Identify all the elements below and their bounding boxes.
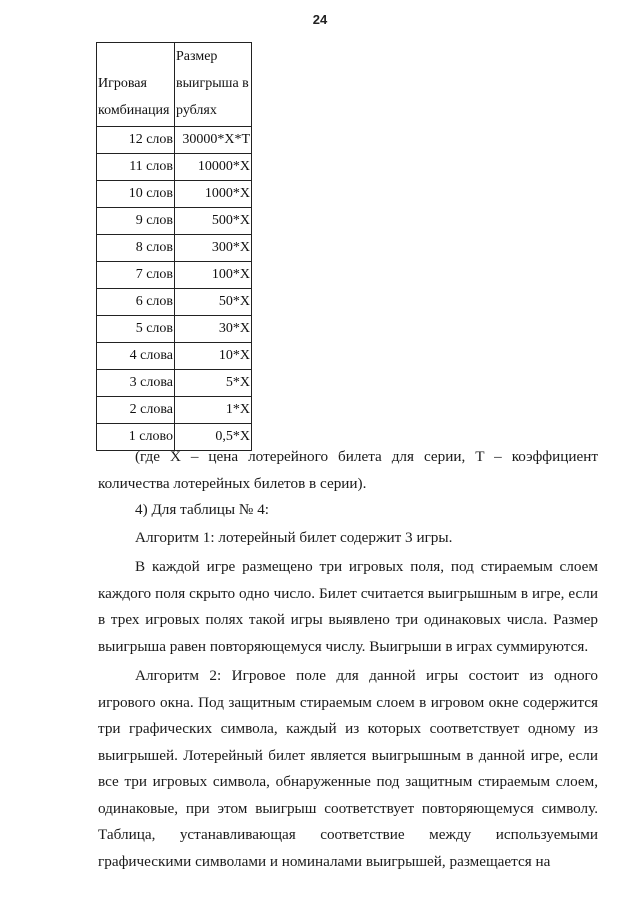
cell-combination: 12 слов [97,127,175,154]
table-row [97,343,252,370]
cell-prize: 30000*X*T [175,127,252,154]
table-row [97,262,252,289]
cell-prize: 1000*X [175,181,252,208]
cell-prize: 5*X [175,370,252,397]
cell-combination: 1 слово [97,424,175,451]
table-header-row [97,43,252,127]
cell-prize: 0,5*X [175,424,252,451]
prize-table [96,42,252,451]
cell-prize: 500*X [175,208,252,235]
item4-paragraph: 4) Для таблицы № 4: [135,501,270,518]
table-body [97,127,252,451]
table-row [97,316,252,343]
cell-prize: 1*X [175,397,252,424]
cell-combination: 6 слов [97,289,175,316]
table-row [97,127,252,154]
table-row [97,397,252,424]
alg1-title: Алгоритм 1: лотерейный билет содержит 3 игры. [135,528,453,546]
cell-combination: 4 слова [97,343,175,370]
alg2-body: Алгоритм 2: Игровое поле для данной игры состоит из одного игрового окна. Под защитным стираемым слоем в игровом окне содержится три графических символа, каждый из которых соответствует одному из выигрышей. Лотерейный билет является выигрышным в данной игре, если все три игровых символа, обнаруженные под защитным стираемым слоем, одинаковые, при этом выигрыш соответствует повторяющемуся символу. Таблица, устанавливающая соответствие между используемыми графическими символами и номиналами выигрышей, размещается на [98,667,598,870]
cell-combination: 7 слов [97,262,175,289]
document-body [98,444,598,875]
table-row [97,181,252,208]
cell-combination: 8 слов [97,235,175,262]
cell-combination: 9 слов [97,208,175,235]
cell-combination: 5 слов [97,316,175,343]
cell-prize: 50*X [175,289,252,316]
cell-combination: 11 слов [97,154,175,181]
cell-prize: 300*X [175,235,252,262]
cell-prize: 10000*X [175,154,252,181]
table-row [97,208,252,235]
note-paragraph: (где X – цена лотерейного билета для серии, T – коэффициент количества лотерейных билетов в серии). [98,448,598,492]
alg1-body: В каждой игре размещено три игровых поля, под стираемым слоем каждого поля скрыто одно число. Билет считается выигрышным в игре, если в трех игровых полях такой игры выявлено три одинаковых числа. Размер выигрыша равен повторяющемуся числу. Выигрыши в играх суммируются. [98,558,598,655]
header-prize: Размер выигрыша в рублях [175,43,252,127]
header-combination: Игровая комбинация [97,43,175,127]
table-row [97,289,252,316]
table-row [97,370,252,397]
cell-combination: 10 слов [97,181,175,208]
page-number: 24 [312,12,328,27]
cell-prize: 10*X [175,343,252,370]
cell-combination: 3 слова [97,370,175,397]
cell-combination: 2 слова [97,397,175,424]
table-row [97,154,252,181]
cell-prize: 30*X [175,316,252,343]
table-row [97,235,252,262]
cell-prize: 100*X [175,262,252,289]
